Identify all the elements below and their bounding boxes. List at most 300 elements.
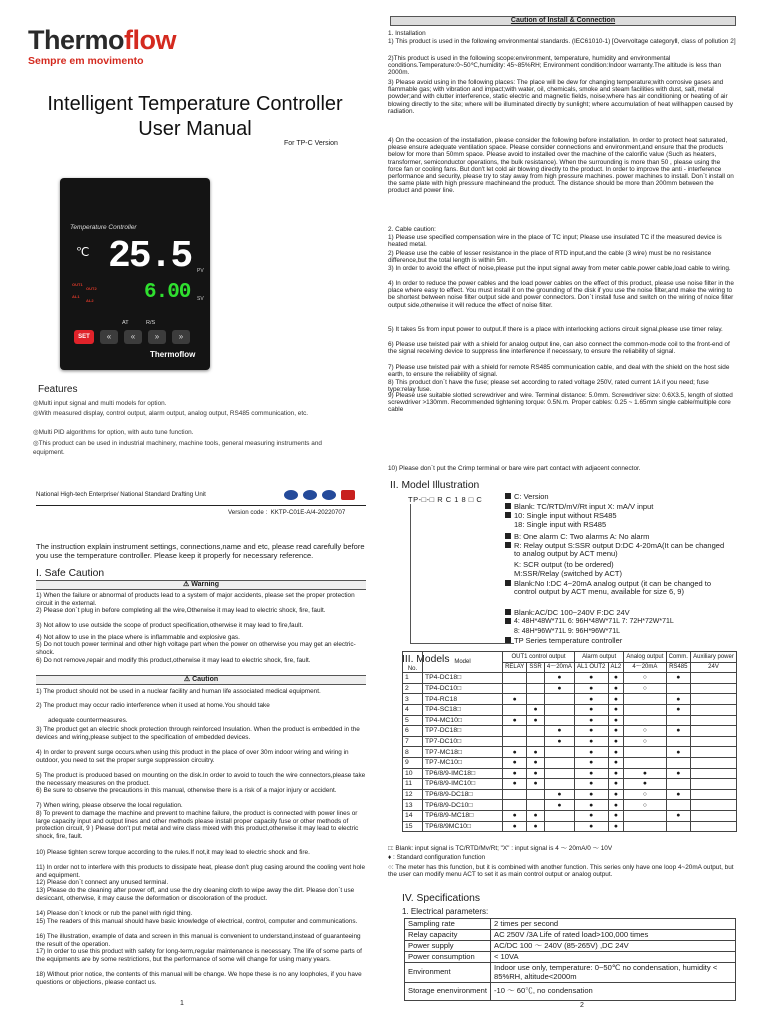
- table-row: [403, 789, 737, 800]
- logo-tagline: Sempre em movimento: [28, 55, 144, 67]
- row-cell: [527, 694, 544, 705]
- row-cell: ●: [608, 694, 624, 705]
- row-cell: [624, 810, 666, 821]
- row-no: 11: [403, 779, 423, 790]
- col-24v: 24V: [690, 662, 736, 673]
- row-no: 13: [403, 800, 423, 811]
- col-al1: AL1 OUT2: [574, 662, 608, 673]
- logo-part1: Thermo: [28, 25, 125, 55]
- row-cell: ○: [624, 800, 666, 811]
- spec-key: Storage enenvironment: [405, 983, 491, 1001]
- spec-row: [405, 963, 736, 983]
- legend-marker-icon: [505, 493, 511, 499]
- enterprise-line: National High-tech Enterprise/ National Standard Drafting Unit: [36, 491, 206, 498]
- row-cell: ●: [666, 768, 690, 779]
- pv-display: 25.5: [108, 235, 192, 278]
- cable-item: 1) Please use specified compensation wire in the place of TC input; Please use insulated TC if the measured device is heated metal.: [388, 234, 722, 249]
- col-relay: RELAY: [503, 662, 527, 673]
- row-cell: [503, 736, 527, 747]
- legend-marker-icon: [505, 618, 511, 624]
- row-cell: [690, 736, 736, 747]
- version-note: For TP-C Version: [284, 140, 338, 147]
- version-code: Version code : KKTP-C01E-A/4-20220707: [228, 509, 346, 516]
- row-model: TP7-DC18□: [423, 726, 503, 737]
- at-label: AT: [122, 320, 129, 326]
- page-number: 2: [580, 1002, 584, 1009]
- table-row: [403, 800, 737, 811]
- row-cell: [527, 726, 544, 737]
- spec-value: Indoor use only, temperature: 0~50℃ no condensation, humidity < 85%RH, altitude<2000m: [491, 963, 736, 983]
- cable-item: 7) Please use twisted pair with a shield for remote RS485 communication cable, and deal with the shield on the host side earth, to ensure the reliability of signal.: [388, 364, 730, 379]
- row-cell: ●: [666, 747, 690, 758]
- row-cell: ●: [666, 726, 690, 737]
- table-row: [403, 704, 737, 715]
- set-button: SET: [74, 330, 94, 344]
- legend-item: 8: 48H*96W*71L 9: 96H*96W*71L: [514, 628, 620, 635]
- row-no: 4: [403, 704, 423, 715]
- rs-label: R/S: [146, 320, 156, 326]
- row-cell: [690, 694, 736, 705]
- row-no: 5: [403, 715, 423, 726]
- row-cell: [624, 747, 666, 758]
- models-table: [402, 651, 737, 832]
- row-no: 8: [403, 747, 423, 758]
- row-cell: [666, 800, 690, 811]
- legend-item: 10: Single input without RS485: [514, 512, 739, 520]
- model-code: TP-□-□ R C 1 8 □ C: [408, 495, 483, 504]
- models-note: □: Blank: input signal is TC/RTD/Mv/Rt; "X" : input signal is 4 ～ 20mA/0 ～ 10V: [388, 845, 613, 852]
- row-cell: [666, 821, 690, 832]
- row-cell: [503, 704, 527, 715]
- row-cell: [624, 704, 666, 715]
- row-cell: ○: [624, 736, 666, 747]
- spec-row: [405, 983, 736, 1001]
- row-cell: ●: [608, 757, 624, 768]
- row-cell: ●: [574, 821, 608, 832]
- row-cell: ●: [544, 800, 574, 811]
- row-cell: ●: [503, 715, 527, 726]
- legend-item: M:SSR/Relay (switched by ACT): [514, 569, 622, 578]
- row-cell: ●: [544, 726, 574, 737]
- caution-item: 8) To prevent to damage the machine and prevent to machine failure, the product is connected with power lines or large capacity input and output lines and other methods please install proper capacity fuse or other methods of protection circuit, 9 ) Please don't put metal and wire class mixed with this product,otherwise it may lead to electric shock, fire, fault.: [36, 810, 359, 840]
- row-cell: ●: [624, 768, 666, 779]
- row-cell: ●: [608, 800, 624, 811]
- spec-value: AC 250V /3A Life of rated load>100,000 times: [491, 930, 736, 941]
- row-cell: [503, 726, 527, 737]
- row-cell: ●: [527, 768, 544, 779]
- warning-banner: ⚠ Warning: [36, 580, 366, 590]
- row-cell: ●: [666, 789, 690, 800]
- row-cell: [666, 757, 690, 768]
- row-cell: ●: [574, 789, 608, 800]
- row-cell: ●: [544, 789, 574, 800]
- row-cell: [624, 757, 666, 768]
- table-header-row: [403, 652, 737, 663]
- legend-item: TP Series temperature controller: [514, 637, 739, 645]
- row-cell: ●: [574, 715, 608, 726]
- row-model: TP4-RC18: [423, 694, 503, 705]
- row-cell: [690, 715, 736, 726]
- row-cell: [666, 779, 690, 790]
- warning-item: 3) Not allow to use outside the scope of product specification,otherwise it may lead to fire,fault.: [36, 622, 304, 629]
- caution-item: 1) The product should not be used in a nuclear facility and human life associated medical equipment.: [36, 688, 321, 695]
- row-cell: [544, 694, 574, 705]
- feature-item: ◎Multi input signal and multi models for option.: [33, 400, 167, 407]
- row-no: 15: [403, 821, 423, 832]
- row-cell: [544, 768, 574, 779]
- device-brand: Temperature Controller: [70, 224, 137, 231]
- install-item: 3) Please avoid using in the following places: The place will be dew for changing temperature;with corrosive gases and flammable gas; with vibration and impact;with water, oil, chemicals, smoke and steam facilities with dust, salt, metal powder;and with clutter interference, static electric and magnetic fields, noise;where has air conditioning or heating of air blowing directly to the site; where will be illuminated directly by sunlight; where accumulation of heat willhappen caused by radiation.: [388, 79, 733, 115]
- spec-value: AC/DC 100 ～ 240V (85-265V) ,DC 24V: [491, 941, 736, 952]
- row-cell: ●: [608, 821, 624, 832]
- cert-seal-icon: [341, 490, 355, 500]
- caution-item: 14) Please don`t knock or rub the panel with rigid thing.: [36, 910, 193, 917]
- cable-item: 2) Please use the cable of lesser resistance in the place of RTD input,and the cable (3 wire) must be no resistance difference,but the total length is within 5m.: [388, 250, 712, 265]
- row-cell: [624, 821, 666, 832]
- row-cell: ●: [503, 821, 527, 832]
- spec-key: Environment: [405, 963, 491, 983]
- row-cell: ●: [666, 704, 690, 715]
- table-row: [403, 757, 737, 768]
- cable-item: 10) Please don`t put the Crimp terminal or bare wire part contact with adjacent connector.: [388, 465, 641, 472]
- row-cell: [544, 715, 574, 726]
- row-cell: [690, 810, 736, 821]
- warning-item: 4) Not allow to use in the place where is inflammable and explosive gas.: [36, 634, 240, 641]
- row-cell: ●: [574, 726, 608, 737]
- row-model: TP6/8/9MC10□: [423, 821, 503, 832]
- table-row: [403, 747, 737, 758]
- device-logo: Thermoflow: [150, 350, 196, 359]
- left-arrow-icon: «: [100, 330, 118, 344]
- row-cell: ●: [574, 810, 608, 821]
- row-cell: [690, 747, 736, 758]
- intro-paragraph: The instruction explain instrument settings, connections,name and etc, please read carefully before you use the temperature controller. Please keep it properly for necessary reference.: [36, 542, 365, 560]
- row-cell: [690, 673, 736, 684]
- brand-logo: [28, 26, 176, 67]
- cable-item: 4) In order to reduce the power cables and the load power cables on the effect of this product, please use noise filter in the place where easy to effect. You must install it on the grounding of the disk if you use the noise filter,and make the wiring to be shortest between noise filter output side and power connectors. Don`t install fuse and switch on the wiring of noice filter output side,otherwise it will reduce the effect of noise filter.: [388, 280, 734, 309]
- row-cell: [527, 736, 544, 747]
- row-cell: ●: [666, 694, 690, 705]
- col-ma: 4～20mA: [544, 662, 574, 673]
- safe-caution-heading: I. Safe Caution: [36, 568, 105, 579]
- col-al2: AL2: [608, 662, 624, 673]
- legend-marker-icon: [505, 542, 511, 548]
- legend-marker-icon: [505, 512, 511, 518]
- sv-label: SV: [197, 296, 204, 302]
- legend-item: Blank:No I:DC 4~20mA analog output (it can be changed to control output by ACT menu, available for size 6, 9): [514, 580, 729, 596]
- row-cell: ●: [503, 757, 527, 768]
- caution-item: 2) The product may occur radio interference when it used at home.You should take: [36, 702, 270, 709]
- models-note: ♦ : Standard configuration function: [388, 854, 486, 861]
- legend-item: C: Version: [514, 493, 739, 501]
- legend-item: Blank: TC/RTD/mV/Rt input X: mA/V input: [514, 503, 739, 511]
- row-cell: [690, 768, 736, 779]
- led-out1: OUT1: [72, 282, 83, 287]
- cable-item: 6) Please use twisted pair with a shield for analog output line, can also connect the common-mode coil to the front-end of the signal receiving device to suppress line interference if necessary, to ensure the reliability of signal.: [388, 341, 730, 356]
- legend-marker-icon: [505, 580, 511, 586]
- spec-row: [405, 919, 736, 930]
- row-cell: [544, 821, 574, 832]
- row-no: 14: [403, 810, 423, 821]
- row-cell: ●: [608, 726, 624, 737]
- row-cell: [527, 683, 544, 694]
- row-cell: [666, 683, 690, 694]
- row-cell: ●: [544, 736, 574, 747]
- row-model: TP6/8/9-MC18□: [423, 810, 503, 821]
- iso-icon: [284, 490, 298, 500]
- caution-item: 10) Please tighten screw torque according to the rules.If not,it may lead to electric shock and fire.: [36, 849, 310, 856]
- row-no: 6: [403, 726, 423, 737]
- caution-item: 4) In order to prevent surge occurs.when using this product in the place of over 30m indoor wiring and wiring in outdoor, you need to set the proper surge suppression circuitry.: [36, 749, 349, 764]
- install-item: 1. Installation: [388, 30, 426, 37]
- row-cell: ○: [624, 789, 666, 800]
- legend-marker-icon: [505, 503, 511, 509]
- row-model: TP7-MC18□: [423, 747, 503, 758]
- legend-item: 18: Single input with RS485: [514, 520, 607, 529]
- row-cell: [666, 736, 690, 747]
- row-no: 1: [403, 673, 423, 684]
- row-cell: ●: [608, 736, 624, 747]
- col-aux: Auxiliary power: [690, 652, 736, 663]
- spec-key: Sampling rate: [405, 919, 491, 930]
- feature-item: ◎This product can be used in industrial machinery, machine tools, general measuring instruments and equipment.: [33, 440, 322, 456]
- row-cell: ●: [574, 673, 608, 684]
- caution-item: adequate countermeasures.: [48, 717, 128, 724]
- row-model: TP7-MC10□: [423, 757, 503, 768]
- legend-item: R: Relay output S:SSR output D:DC 4-20mA(It can be changed to analog output by ACT menu): [514, 542, 729, 558]
- row-cell: [666, 715, 690, 726]
- row-cell: ●: [527, 821, 544, 832]
- spec-row: [405, 941, 736, 952]
- row-cell: [503, 683, 527, 694]
- col-no: No.: [403, 652, 423, 673]
- table-row: [403, 694, 737, 705]
- row-cell: [527, 673, 544, 684]
- row-no: 12: [403, 789, 423, 800]
- logo-part2: flow: [124, 25, 177, 55]
- col-ma2: 4～20mA: [624, 662, 666, 673]
- row-cell: ●: [666, 673, 690, 684]
- specs-heading: IV. Specifications: [402, 893, 481, 904]
- row-cell: ●: [608, 810, 624, 821]
- row-cell: ●: [574, 747, 608, 758]
- table-row: [403, 683, 737, 694]
- down-arrow-icon: »: [148, 330, 166, 344]
- pv-label: PV: [197, 268, 204, 274]
- row-model: TP4-DC18□: [423, 673, 503, 684]
- caution-item: 16) The illustration, example of data and screen in this manual is convenient to understand,instead of guaranteeing the result of the operation.: [36, 933, 361, 948]
- caution-item: 6) Be sure to observe the precautions in this manual, otherwise there is a risk of a major injury or accident.: [36, 787, 337, 794]
- row-cell: ●: [503, 779, 527, 790]
- table-row: [403, 726, 737, 737]
- col-analog: Analog output: [624, 652, 666, 663]
- table-row: [403, 821, 737, 832]
- table-row: [403, 779, 737, 790]
- cable-item: 3) In order to avoid the effect of noise,please put the input signal away from meter cable,power cable,load cable to wiring.: [388, 265, 731, 272]
- shift-icon: «: [124, 330, 142, 344]
- row-cell: ●: [666, 810, 690, 821]
- row-cell: ●: [503, 810, 527, 821]
- ce-icon: [303, 490, 317, 500]
- row-cell: [544, 779, 574, 790]
- spec-row: [405, 930, 736, 941]
- spec-value: -10 ～ 60℃, no condensation: [491, 983, 736, 1001]
- caution-banner: ⚠ Caution: [36, 675, 366, 685]
- install-item: 2. Cable caution:: [388, 226, 436, 233]
- models-note: ○: The meter has this function, but it is combined with another function. This series only have one loop 4~20mA output, but the user can modify menu ACT to set it as main control output or analog output.: [388, 864, 734, 879]
- caution-item: 5) The product is produced based on mounting on the disk.In order to avoid to touch the wire connectors,please take the necessary measures on the product.: [36, 772, 366, 787]
- col-model: Model: [423, 652, 503, 673]
- row-cell: [624, 715, 666, 726]
- row-model: TP6/8/9-IMC10□: [423, 779, 503, 790]
- row-cell: ●: [527, 747, 544, 758]
- title-line1: Intelligent Temperature Controller: [47, 93, 343, 115]
- row-cell: [544, 747, 574, 758]
- row-cell: [690, 726, 736, 737]
- col-ssr: SSR: [527, 662, 544, 673]
- row-cell: [690, 779, 736, 790]
- row-cell: [624, 694, 666, 705]
- specs-subheading: 1. Electrical parameters:: [402, 907, 489, 916]
- row-model: TP6/8/9-DC10□: [423, 800, 503, 811]
- row-cell: ●: [527, 757, 544, 768]
- row-cell: [544, 810, 574, 821]
- caution-item: 18) Without prior notice, the contents of this manual will be change. We hope these is no any loopholes, if you have questions or objections, please contact us.: [36, 971, 362, 986]
- divider: [36, 505, 366, 506]
- row-cell: [527, 789, 544, 800]
- row-cell: ○: [624, 683, 666, 694]
- install-caution-heading: Caution of Install & Connection: [390, 16, 736, 26]
- model-illustration-heading: II. Model Illustration: [390, 480, 480, 491]
- feature-item: ◎Multi PID algorithms for option, with auto tune function.: [33, 429, 194, 436]
- led-al1: AL1: [72, 294, 80, 299]
- cable-item: 5) It takes 5s from input power to output.If there is a place with interlocking actions circuit signal,please use timer relay.: [388, 326, 723, 333]
- row-model: TP4-SC18□: [423, 704, 503, 715]
- features-heading: Features: [38, 384, 78, 395]
- caution-item: 13) Please do the cleaning after power off, and use the dry cleaning cloth to wipe away the dirt. Please don`t use desiccant, otherwise, it may cause the deformation or discoloration of the product.: [36, 887, 355, 902]
- row-cell: [690, 821, 736, 832]
- row-cell: ●: [574, 768, 608, 779]
- spec-value: 2 times per second: [491, 919, 736, 930]
- row-cell: ●: [574, 736, 608, 747]
- model-code-leader-lines: [410, 504, 514, 644]
- cable-item: 8) This product don`t have the fuse; please set according to rated voltage 250V, rated current 1A if you need; fuse type:relay fuse.: [388, 379, 709, 394]
- spec-row: [405, 952, 736, 963]
- row-cell: ●: [608, 673, 624, 684]
- legend-marker-icon: [505, 609, 511, 615]
- row-cell: ●: [544, 683, 574, 694]
- warning-item: 5) Do not touch power terminal and other high voltage part when the power on otherwise you may get an electric-shock.: [36, 641, 356, 656]
- page-number: 1: [180, 1000, 184, 1007]
- row-cell: ●: [608, 789, 624, 800]
- row-model: TP4-DC10□: [423, 683, 503, 694]
- row-cell: ●: [503, 747, 527, 758]
- caution-item: 11) In order not to interfere with this products to dissipate heat, please don't plug casing around the cooling vent hole and equipment.: [36, 864, 366, 879]
- row-cell: [690, 789, 736, 800]
- certification-logos: [284, 487, 360, 505]
- cma-icon: [322, 490, 336, 500]
- row-no: 10: [403, 768, 423, 779]
- device-unit: ℃: [76, 245, 90, 259]
- row-model: TP6/8/9-IMC18□: [423, 768, 503, 779]
- table-row: [403, 810, 737, 821]
- row-model: TP4-MC10□: [423, 715, 503, 726]
- install-item: 1) This product is used in the following environmental standards. (IEC61010-1) [Overvoltage categoryⅡ, class of pollution 2]: [388, 38, 736, 45]
- row-cell: ●: [608, 779, 624, 790]
- row-cell: [544, 704, 574, 715]
- caution-item: 12) Please don`t connect any unused terminal.: [36, 879, 169, 886]
- row-cell: ●: [527, 779, 544, 790]
- legend-marker-icon: [505, 533, 511, 539]
- models-heading: III. Models: [402, 654, 450, 665]
- table-row: [403, 736, 737, 747]
- sv-display: 6.00: [144, 281, 191, 304]
- table-row: [403, 673, 737, 684]
- spec-key: Power consumption: [405, 952, 491, 963]
- controller-device-image: [60, 178, 210, 370]
- row-cell: [690, 757, 736, 768]
- row-no: 9: [403, 757, 423, 768]
- col-alarm: Alarm output: [574, 652, 623, 663]
- col-out1: OUT1 control output: [503, 652, 575, 663]
- spec-key: Relay capacity: [405, 930, 491, 941]
- table-row: [403, 768, 737, 779]
- row-cell: ●: [574, 757, 608, 768]
- row-cell: ○: [624, 673, 666, 684]
- caution-item: 7) When wiring, please observe the local regulation.: [36, 802, 183, 809]
- title-line2: User Manual: [138, 118, 252, 140]
- row-no: 2: [403, 683, 423, 694]
- spec-key: Power supply: [405, 941, 491, 952]
- row-no: 7: [403, 736, 423, 747]
- led-al2: AL2: [86, 298, 94, 303]
- install-item: 4) On the occasion of the installation, please consider the following before installation. In order to protect heat saturated, please ensure adequate ventilation space. Please consider connections and environment,and ensure that the products below for more than 50mm space. Please avoid to installed over the machine of the calorific value (Such as heaters, transformer, semiconductor operations, the bulk resistance). When the surrounding is more than 50 , please using the force fan or cooling fans. But don't let cold air blowing directly to the product. In order to improve the anti - interference performance and security, please try to stay away from high pressure machines. power machines to install. Don`t install on the same plate with high pressure machineand the product. The distance should be more than 200mm between the product and power line.: [388, 137, 734, 195]
- row-cell: ●: [574, 704, 608, 715]
- row-cell: [503, 800, 527, 811]
- legend-item: 4: 48H*48W*71L 6: 96H*48W*71L 7: 72H*72W*71L: [514, 618, 739, 626]
- spec-value: < 10VA: [491, 952, 736, 963]
- row-cell: [527, 800, 544, 811]
- led-out2: OUT2: [86, 286, 97, 291]
- row-cell: ●: [527, 704, 544, 715]
- row-cell: ●: [503, 694, 527, 705]
- row-cell: ●: [527, 810, 544, 821]
- row-cell: [690, 683, 736, 694]
- row-cell: ●: [527, 715, 544, 726]
- row-cell: ●: [608, 683, 624, 694]
- row-cell: ●: [608, 704, 624, 715]
- row-cell: [690, 800, 736, 811]
- warning-item: 1) When the failure or abnormal of products lead to a system of major accidents, please set the proper protection circuit in the external.: [36, 592, 355, 607]
- col-comm: Comm.: [666, 652, 690, 663]
- row-cell: [690, 704, 736, 715]
- row-cell: ●: [608, 747, 624, 758]
- row-cell: ●: [503, 768, 527, 779]
- row-cell: ●: [608, 715, 624, 726]
- table-row: [403, 715, 737, 726]
- row-model: TP6/8/9-DC18□: [423, 789, 503, 800]
- row-cell: ●: [574, 694, 608, 705]
- row-cell: [503, 673, 527, 684]
- row-cell: ●: [608, 768, 624, 779]
- row-cell: ●: [544, 673, 574, 684]
- legend-item: K: SCR output (to be ordered): [514, 560, 614, 569]
- legend-item: Blank:AC/DC 100~240V F:DC 24V: [514, 609, 739, 617]
- install-item: 2)This product is used in the following scope:environment, temperature, humidity and environmental conditions.Temperature:0~50℃,humidity: 45~85%RH; Environment condition:Indoor warranty.The altitude is less than 2000m.: [388, 55, 722, 77]
- warning-item: 6) Do not remove,repair and modify this product,otherwise it may lead to electric shock, fire, fault.: [36, 657, 311, 664]
- up-arrow-icon: »: [172, 330, 190, 344]
- caution-item: 17) In order to use this product with safety for long-term,regular maintenance is necessary. The life of some parts of the equipments are by some restrictions, but the performance of some will change for using many years.: [36, 948, 362, 963]
